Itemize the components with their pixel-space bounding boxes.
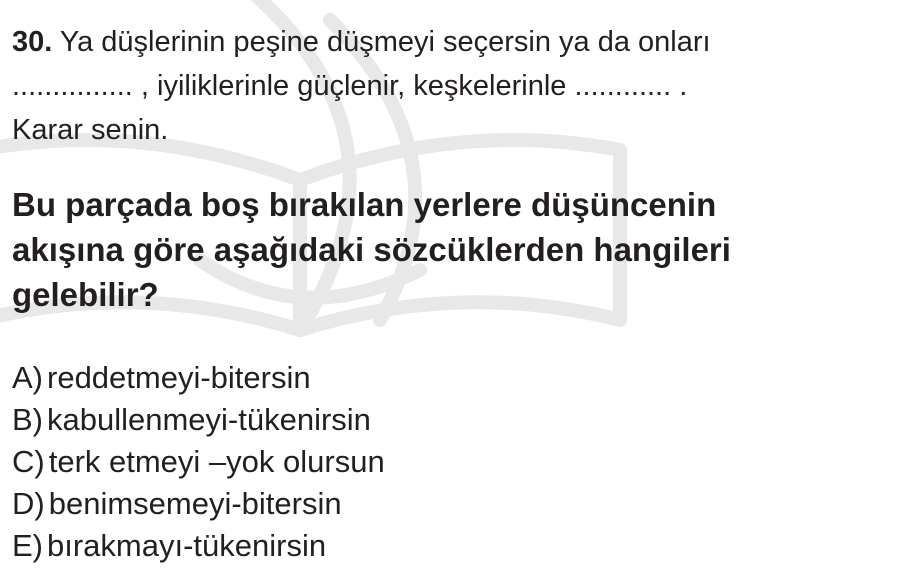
prompt-line-2: akışına göre aşağıdaki sözcüklerden hangileri — [12, 231, 731, 268]
option-d[interactable] — [12, 483, 882, 525]
prompt-line-1: Bu parçada boş bırakılan yerlere düşüncenin — [12, 186, 717, 223]
option-a[interactable] — [12, 357, 882, 399]
option-text: benimsemeyi-bitersin — [48, 486, 342, 521]
question-number: 30. — [12, 26, 53, 58]
option-letter: E) — [12, 528, 43, 563]
answer-options — [12, 357, 882, 567]
question-block — [12, 20, 882, 567]
option-text: reddetmeyi-bitersin — [47, 360, 311, 395]
option-letter: A) — [12, 360, 43, 395]
option-text: kabullenmeyi-tükenirsin — [47, 402, 371, 437]
option-letter: B) — [12, 402, 43, 437]
option-text: bırakmayı-tükenirsin — [47, 528, 327, 563]
option-e[interactable] — [12, 525, 882, 567]
question-prompt — [12, 182, 882, 317]
option-b[interactable] — [12, 399, 882, 441]
option-letter: C) — [12, 444, 45, 479]
passage-line-3: Karar senin. — [12, 114, 169, 146]
option-text: terk etmeyi –yok olursun — [48, 444, 385, 479]
option-c[interactable] — [12, 441, 882, 483]
prompt-line-3: gelebilir? — [12, 276, 159, 313]
option-letter: D) — [12, 486, 45, 521]
passage-line-1: Ya düşlerinin peşine düşmeyi seçersin ya da onları — [59, 26, 711, 58]
question-passage — [12, 20, 882, 152]
passage-line-2: ............... , iyiliklerinle güçlenir, keşkelerinle ............ . — [12, 70, 688, 102]
